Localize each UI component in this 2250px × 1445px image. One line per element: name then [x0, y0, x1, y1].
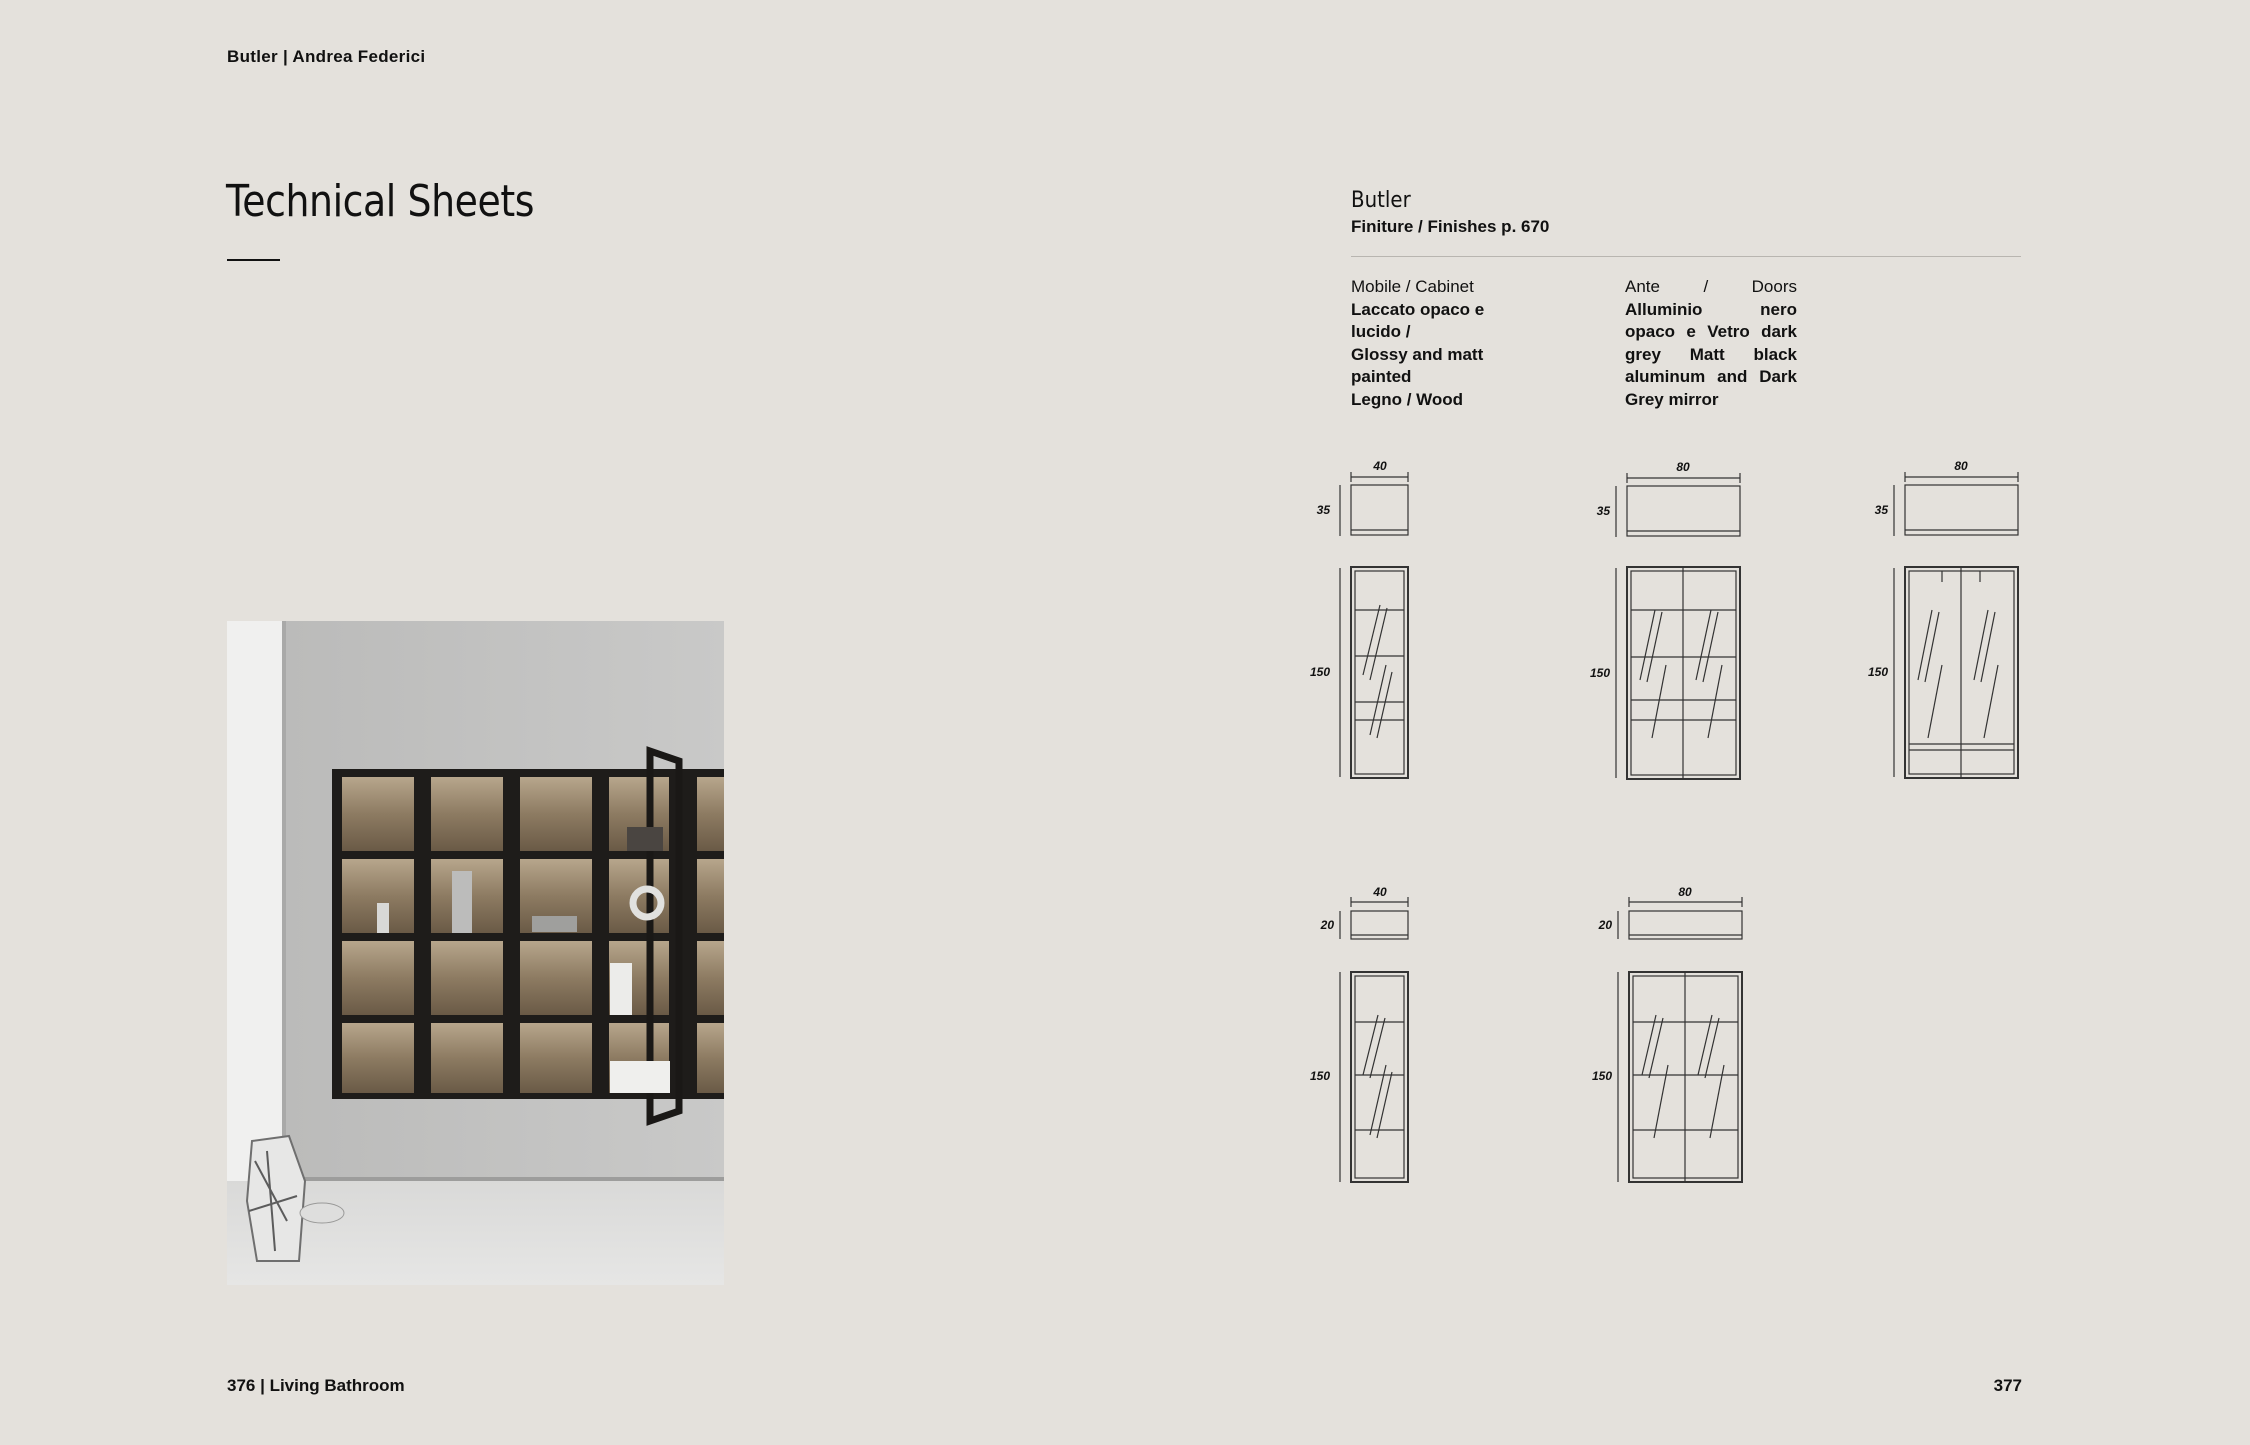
technical-drawings — [1300, 450, 2060, 1190]
footer-left-page: 376 | Living Bathroom — [227, 1376, 405, 1395]
cabinet-spec-label: Mobile / Cabinet — [1351, 277, 1474, 296]
unit-4-height-label: 150 — [1309, 1069, 1330, 1083]
unit-2-depth-label: 35 — [1596, 504, 1610, 518]
page-title: Technical Sheets — [226, 176, 535, 227]
drawing-unit-4 — [1340, 897, 1408, 1182]
cabinet-spec-value-1: Laccato opaco e lucido / — [1351, 299, 1485, 341]
doors-spec — [1625, 276, 1797, 411]
finishes-reference: Finiture / Finishes p. 670 — [1351, 217, 1550, 236]
unit-5-depth-label: 20 — [1598, 918, 1612, 932]
running-header: Butler | Andrea Federici — [227, 47, 426, 66]
title-underline — [227, 259, 280, 261]
drawing-unit-5 — [1618, 897, 1742, 1182]
unit-5-width-label: 80 — [1678, 885, 1692, 899]
unit-4-depth-label: 20 — [1320, 918, 1334, 932]
unit-3-depth-label: 35 — [1874, 503, 1888, 517]
unit-2-height-label: 150 — [1589, 666, 1610, 680]
unit-1-depth-label: 35 — [1316, 503, 1330, 517]
cabinet-spec-value-2: Glossy and matt painted — [1351, 344, 1484, 386]
drawing-unit-2 — [1616, 473, 1740, 779]
unit-5-height-label: 150 — [1591, 1069, 1612, 1083]
product-name: Butler — [1351, 188, 1411, 213]
drawing-unit-3 — [1894, 472, 2018, 778]
drawing-unit-1 — [1340, 472, 1408, 778]
cabinet-photo-illustration — [227, 621, 724, 1285]
unit-1-width-label: 40 — [1373, 459, 1387, 473]
doors-spec-value: Alluminio nero opaco e Vetro dark grey Matt black aluminum and Dark Grey mirror — [1625, 299, 1797, 409]
specs-divider — [1351, 256, 2021, 257]
unit-3-height-label: 150 — [1867, 665, 1888, 679]
product-photo — [227, 621, 724, 1285]
cabinet-spec — [1351, 276, 1523, 411]
footer-right-page-number: 377 — [1993, 1376, 2022, 1395]
unit-3-width-label: 80 — [1954, 459, 1968, 473]
cabinet-spec-value-3: Legno / Wood — [1351, 389, 1464, 409]
unit-2-width-label: 80 — [1676, 460, 1690, 474]
unit-1-height-label: 150 — [1309, 665, 1330, 679]
doors-spec-label: Ante / Doors — [1625, 277, 1797, 296]
unit-4-width-label: 40 — [1373, 885, 1387, 899]
